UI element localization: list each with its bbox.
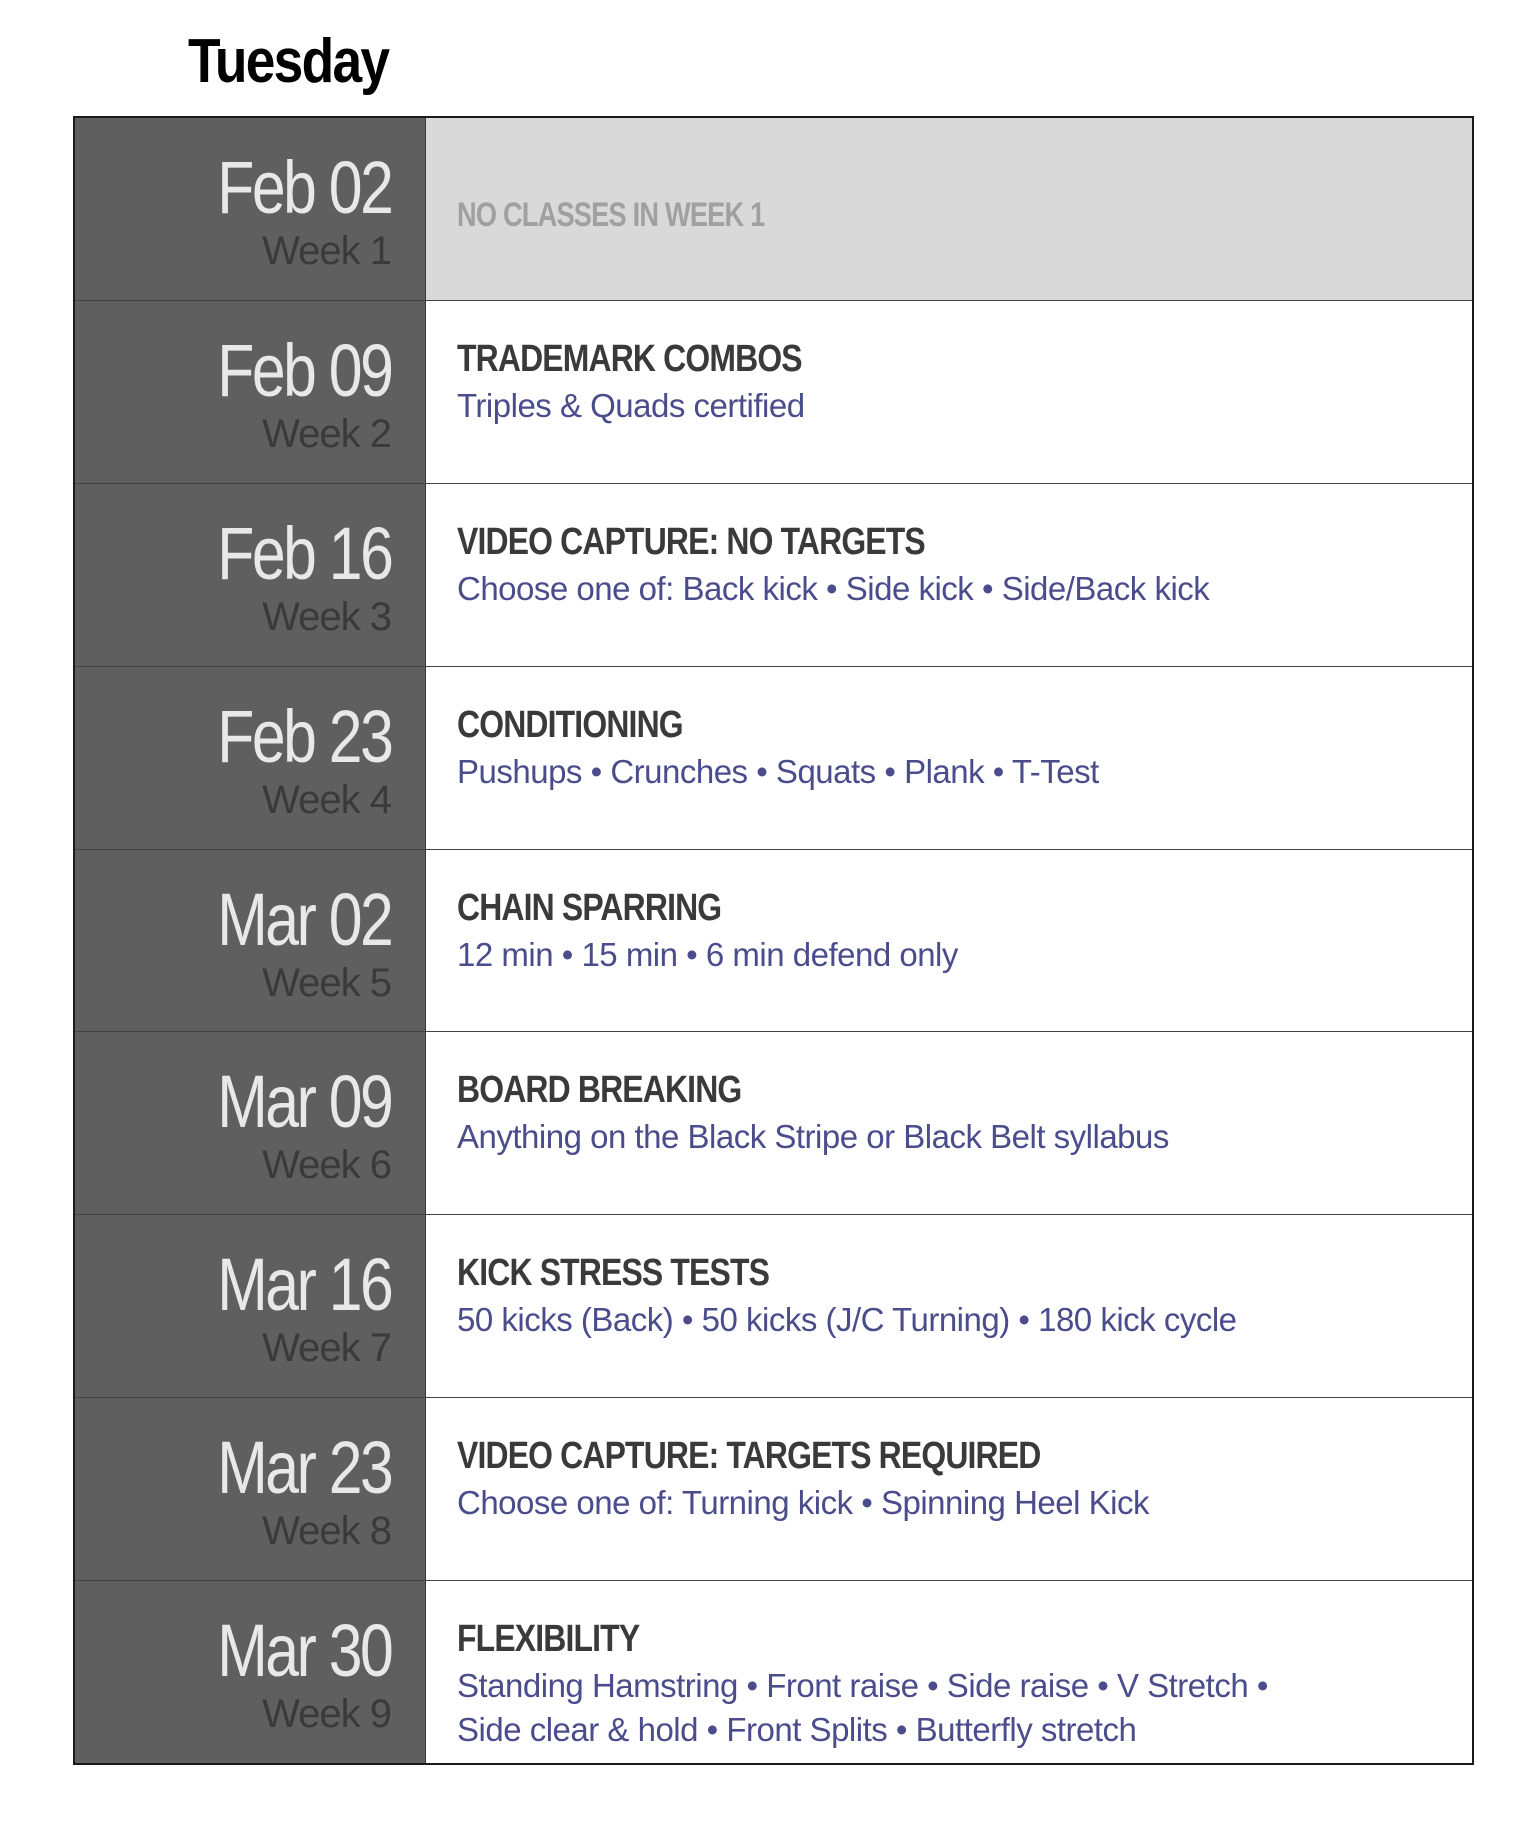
class-title: TRADEMARK COMBOS bbox=[457, 337, 802, 380]
date-cell bbox=[75, 301, 426, 483]
date-cell bbox=[75, 484, 426, 666]
class-title: FLEXIBILITY bbox=[457, 1618, 640, 1661]
class-cell bbox=[426, 1215, 1472, 1397]
class-cell bbox=[426, 118, 1472, 300]
schedule-row-week-1 bbox=[75, 118, 1472, 300]
date-cell bbox=[75, 667, 426, 849]
date-cell bbox=[75, 850, 426, 1032]
class-detail: Standing Hamstring • Front raise • Side raise • V Stretch • bbox=[457, 1667, 1268, 1705]
class-cell bbox=[426, 484, 1472, 666]
date-label: Mar 09 bbox=[216, 1060, 391, 1144]
date-cell bbox=[75, 1398, 426, 1580]
class-title: VIDEO CAPTURE: NO TARGETS bbox=[457, 520, 925, 563]
week-label: Week 6 bbox=[262, 1143, 391, 1188]
schedule-row-week-3 bbox=[75, 483, 1472, 666]
week-label: Week 5 bbox=[262, 960, 391, 1005]
class-detail: 12 min • 15 min • 6 min defend only bbox=[457, 935, 958, 973]
schedule-table bbox=[73, 116, 1474, 1765]
week-label: Week 2 bbox=[262, 411, 391, 456]
no-classes-note: NO CLASSES IN WEEK 1 bbox=[457, 196, 765, 234]
week-label: Week 8 bbox=[262, 1509, 391, 1554]
class-detail-continued: Side clear & hold • Front Splits • Butterfly stretch bbox=[457, 1711, 1137, 1749]
date-cell bbox=[75, 1032, 426, 1214]
date-label: Feb 02 bbox=[216, 146, 391, 229]
class-detail: Choose one of: Turning kick • Spinning Heel Kick bbox=[457, 1484, 1149, 1522]
date-label: Mar 23 bbox=[216, 1426, 391, 1510]
class-title: VIDEO CAPTURE: TARGETS REQUIRED bbox=[457, 1435, 1041, 1478]
date-cell bbox=[75, 1215, 426, 1397]
date-cell bbox=[75, 1581, 426, 1763]
class-cell bbox=[426, 1581, 1472, 1763]
date-label: Feb 23 bbox=[216, 694, 391, 778]
week-label: Week 4 bbox=[262, 777, 391, 822]
schedule-row-week-8 bbox=[75, 1397, 1472, 1580]
date-label: Mar 30 bbox=[216, 1609, 391, 1693]
class-cell bbox=[426, 850, 1472, 1032]
week-label: Week 7 bbox=[262, 1326, 391, 1371]
class-cell bbox=[426, 667, 1472, 849]
class-detail: Pushups • Crunches • Squats • Plank • T-Test bbox=[457, 752, 1099, 790]
class-detail: Triples & Quads certified bbox=[457, 386, 805, 424]
page-title: Tuesday bbox=[188, 27, 389, 96]
class-cell bbox=[426, 1398, 1472, 1580]
schedule-row-week-5 bbox=[75, 849, 1472, 1032]
class-cell bbox=[426, 301, 1472, 483]
date-label: Feb 09 bbox=[216, 328, 391, 412]
week-label: Week 1 bbox=[262, 229, 391, 273]
week-label: Week 9 bbox=[262, 1692, 391, 1737]
class-detail: Anything on the Black Stripe or Black Belt syllabus bbox=[457, 1118, 1169, 1156]
class-detail: Choose one of: Back kick • Side kick • Side/Back kick bbox=[457, 569, 1210, 607]
date-cell bbox=[75, 118, 426, 300]
schedule-row-week-9 bbox=[75, 1580, 1472, 1763]
class-cell bbox=[426, 1032, 1472, 1214]
class-title: CONDITIONING bbox=[457, 703, 683, 746]
date-label: Mar 02 bbox=[216, 877, 391, 961]
schedule-row-week-2 bbox=[75, 300, 1472, 483]
class-title: CHAIN SPARRING bbox=[457, 886, 722, 929]
class-detail: 50 kicks (Back) • 50 kicks (J/C Turning) • 180 kick cycle bbox=[457, 1301, 1237, 1339]
date-label: Feb 16 bbox=[216, 511, 391, 595]
class-title: BOARD BREAKING bbox=[457, 1069, 742, 1112]
date-label: Mar 16 bbox=[216, 1243, 391, 1327]
class-title: KICK STRESS TESTS bbox=[457, 1252, 770, 1295]
schedule-row-week-4 bbox=[75, 666, 1472, 849]
schedule-row-week-6 bbox=[75, 1031, 1472, 1214]
week-label: Week 3 bbox=[262, 594, 391, 639]
schedule-row-week-7 bbox=[75, 1214, 1472, 1397]
